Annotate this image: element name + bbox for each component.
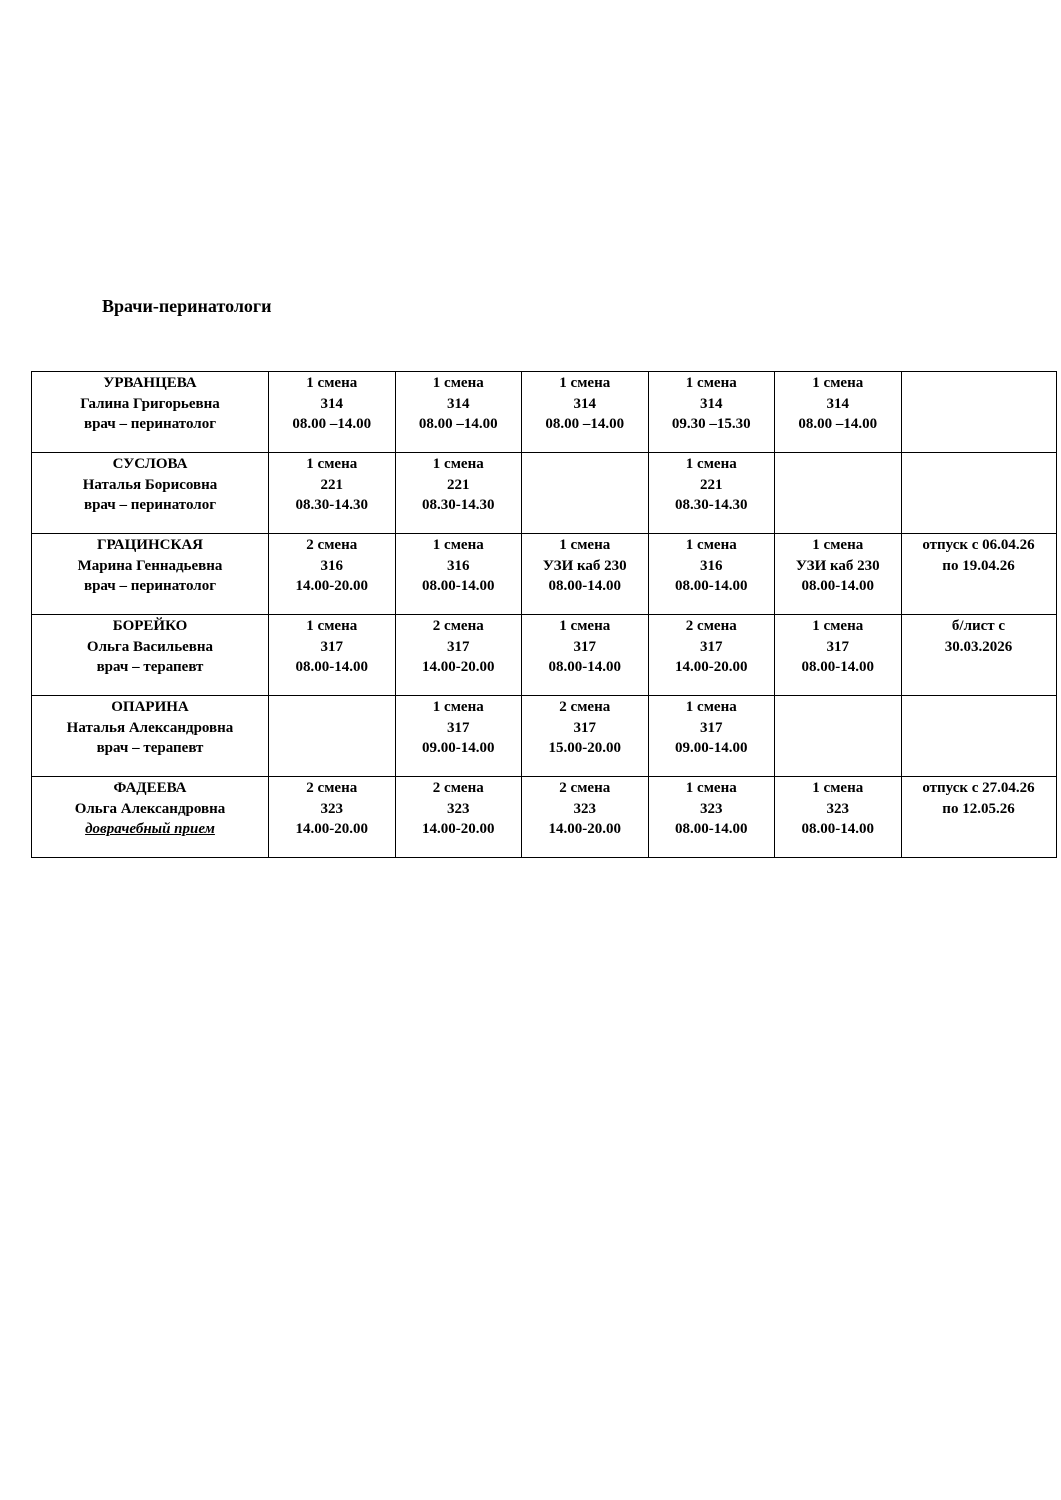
shift-time: 08.00-14.00 xyxy=(675,821,748,837)
shift-label: 1 смена xyxy=(432,375,484,391)
shift-cell xyxy=(269,534,396,615)
shift-time: 08.00 –14.00 xyxy=(545,416,625,432)
room-number: 323 xyxy=(700,800,723,817)
doctor-surname: ОПАРИНА xyxy=(111,699,189,715)
shift-label: 1 смена xyxy=(685,537,737,553)
shift-cell xyxy=(522,696,649,777)
note-cell xyxy=(901,615,1056,696)
shift-time: 08.30-14.30 xyxy=(422,497,495,513)
shift-label: 2 смена xyxy=(306,780,358,796)
doctor-role: врач – терапевт xyxy=(96,659,204,675)
shift-cell xyxy=(775,372,902,453)
shift-label: 2 смена xyxy=(432,618,484,634)
shift-cell xyxy=(395,372,522,453)
shift-time: 08.30-14.30 xyxy=(295,497,368,513)
shift-time: 14.00-20.00 xyxy=(295,578,368,594)
shift-time: 09.00-14.00 xyxy=(675,740,748,756)
shift-label: 2 смена xyxy=(685,618,737,634)
shift-cell xyxy=(395,696,522,777)
note-cell xyxy=(901,453,1056,534)
schedule-body xyxy=(32,372,1057,858)
shift-time: 14.00-20.00 xyxy=(422,659,495,675)
room-number: 314 xyxy=(700,395,723,412)
shift-label: 1 смена xyxy=(306,456,358,472)
shift-cell xyxy=(395,534,522,615)
room-number: 317 xyxy=(700,638,723,655)
room-number: УЗИ каб 230 xyxy=(542,557,627,574)
shift-cell xyxy=(522,615,649,696)
shift-label: 1 смена xyxy=(685,456,737,472)
shift-label: 1 смена xyxy=(306,375,358,391)
note-line: по 19.04.26 xyxy=(942,557,1015,574)
doctor-name: Марина Геннадьевна xyxy=(77,557,223,574)
shift-time: 14.00-20.00 xyxy=(548,821,621,837)
shift-label: 1 смена xyxy=(559,618,611,634)
shift-label: 1 смена xyxy=(685,375,737,391)
room-number: 323 xyxy=(573,800,596,817)
shift-cell xyxy=(648,534,775,615)
doctor-role: врач – перинатолог xyxy=(83,416,217,432)
shift-time: 09.00-14.00 xyxy=(422,740,495,756)
shift-cell xyxy=(522,777,649,858)
shift-time: 08.30-14.30 xyxy=(675,497,748,513)
shift-time: 14.00-20.00 xyxy=(295,821,368,837)
room-number: 323 xyxy=(320,800,343,817)
shift-label: 1 смена xyxy=(812,618,864,634)
shift-label: 2 смена xyxy=(306,537,358,553)
doctor-name: Наталья Александровна xyxy=(66,719,234,736)
shift-time: 08.00 –14.00 xyxy=(418,416,498,432)
note-cell xyxy=(901,372,1056,453)
shift-time: 08.00-14.00 xyxy=(548,659,621,675)
room-number: 314 xyxy=(573,395,596,412)
room-number: УЗИ каб 230 xyxy=(795,557,880,574)
doctor-cell xyxy=(32,615,269,696)
shift-time: 08.00-14.00 xyxy=(675,578,748,594)
note-line: по 12.05.26 xyxy=(942,800,1015,817)
room-number: 221 xyxy=(320,476,343,493)
room-number: 316 xyxy=(320,557,343,574)
room-number: 314 xyxy=(826,395,849,412)
shift-cell xyxy=(522,453,649,534)
shift-cell xyxy=(395,615,522,696)
room-number: 317 xyxy=(573,719,596,736)
schedule-table xyxy=(31,371,1057,858)
note-cell xyxy=(901,777,1056,858)
shift-cell xyxy=(648,777,775,858)
room-number: 316 xyxy=(700,557,723,574)
shift-label: 1 смена xyxy=(812,537,864,553)
doctor-cell xyxy=(32,534,269,615)
doctor-role: врач – терапевт xyxy=(96,740,204,756)
shift-time: 08.00 –14.00 xyxy=(292,416,372,432)
room-number: 317 xyxy=(573,638,596,655)
room-number: 317 xyxy=(320,638,343,655)
table-row xyxy=(32,615,1057,696)
shift-cell xyxy=(522,372,649,453)
shift-time: 08.00-14.00 xyxy=(801,659,874,675)
shift-cell xyxy=(775,615,902,696)
table-row xyxy=(32,777,1057,858)
note-line: отпуск с 27.04.26 xyxy=(922,780,1035,796)
table-row xyxy=(32,534,1057,615)
shift-cell xyxy=(269,372,396,453)
room-number: 314 xyxy=(320,395,343,412)
shift-time: 08.00-14.00 xyxy=(295,659,368,675)
shift-label: 1 смена xyxy=(432,456,484,472)
shift-cell xyxy=(269,615,396,696)
shift-label: 1 смена xyxy=(812,375,864,391)
shift-time: 14.00-20.00 xyxy=(422,821,495,837)
room-number: 316 xyxy=(447,557,470,574)
doctor-cell xyxy=(32,777,269,858)
note-line: отпуск с 06.04.26 xyxy=(922,537,1035,553)
doctor-cell xyxy=(32,696,269,777)
shift-time: 09.30 –15.30 xyxy=(671,416,751,432)
shift-cell xyxy=(269,696,396,777)
doctor-name: Галина Григорьевна xyxy=(80,395,220,412)
note-cell xyxy=(901,696,1056,777)
shift-cell xyxy=(648,615,775,696)
shift-cell xyxy=(775,453,902,534)
room-number: 317 xyxy=(700,719,723,736)
shift-cell xyxy=(395,777,522,858)
shift-label: 1 смена xyxy=(685,780,737,796)
shift-label: 2 смена xyxy=(559,780,611,796)
room-number: 314 xyxy=(447,395,470,412)
doctor-cell xyxy=(32,372,269,453)
doctor-cell xyxy=(32,453,269,534)
shift-time: 15.00-20.00 xyxy=(548,740,621,756)
doctor-surname: ГРАЦИНСКАЯ xyxy=(97,537,203,553)
doctor-name: Ольга Александровна xyxy=(74,800,226,817)
room-number: 317 xyxy=(826,638,849,655)
doctor-role: врач – перинатолог xyxy=(83,578,217,594)
shift-label: 1 смена xyxy=(559,537,611,553)
shift-label: 1 смена xyxy=(306,618,358,634)
room-number: 323 xyxy=(447,800,470,817)
doctor-surname: БОРЕЙКО xyxy=(112,618,188,634)
table-row xyxy=(32,372,1057,453)
note-line: б/лист с xyxy=(951,618,1006,634)
doctor-surname: УРВАНЦЕВА xyxy=(103,375,197,391)
doctor-name: Наталья Борисовна xyxy=(82,476,218,493)
shift-time: 14.00-20.00 xyxy=(675,659,748,675)
page-title: Врачи-перинатологи xyxy=(102,296,272,316)
doctor-surname: СУСЛОВА xyxy=(112,456,188,472)
shift-cell xyxy=(775,696,902,777)
shift-time: 08.00-14.00 xyxy=(801,578,874,594)
shift-label: 1 смена xyxy=(432,537,484,553)
shift-time: 08.00-14.00 xyxy=(422,578,495,594)
shift-time: 08.00-14.00 xyxy=(548,578,621,594)
shift-cell xyxy=(269,453,396,534)
shift-label: 1 смена xyxy=(432,699,484,715)
doctor-role: доврачебный прием xyxy=(85,821,215,837)
shift-cell xyxy=(648,372,775,453)
shift-time: 08.00-14.00 xyxy=(801,821,874,837)
shift-cell xyxy=(648,696,775,777)
room-number: 323 xyxy=(826,800,849,817)
shift-cell xyxy=(522,534,649,615)
doctor-name: Ольга Васильевна xyxy=(86,638,214,655)
shift-cell xyxy=(395,453,522,534)
note-line: 30.03.2026 xyxy=(944,638,1013,655)
shift-time: 08.00 –14.00 xyxy=(798,416,878,432)
table-row xyxy=(32,696,1057,777)
shift-cell xyxy=(648,453,775,534)
shift-cell xyxy=(775,534,902,615)
shift-label: 2 смена xyxy=(432,780,484,796)
doctor-role: врач – перинатолог xyxy=(83,497,217,513)
room-number: 221 xyxy=(447,476,470,493)
shift-cell xyxy=(269,777,396,858)
shift-cell xyxy=(775,777,902,858)
doctor-surname: ФАДЕЕВА xyxy=(113,780,187,796)
shift-label: 1 смена xyxy=(812,780,864,796)
shift-label: 1 смена xyxy=(559,375,611,391)
room-number: 221 xyxy=(700,476,723,493)
room-number: 317 xyxy=(447,638,470,655)
shift-label: 2 смена xyxy=(559,699,611,715)
room-number: 317 xyxy=(447,719,470,736)
shift-label: 1 смена xyxy=(685,699,737,715)
note-cell xyxy=(901,534,1056,615)
table-row xyxy=(32,453,1057,534)
